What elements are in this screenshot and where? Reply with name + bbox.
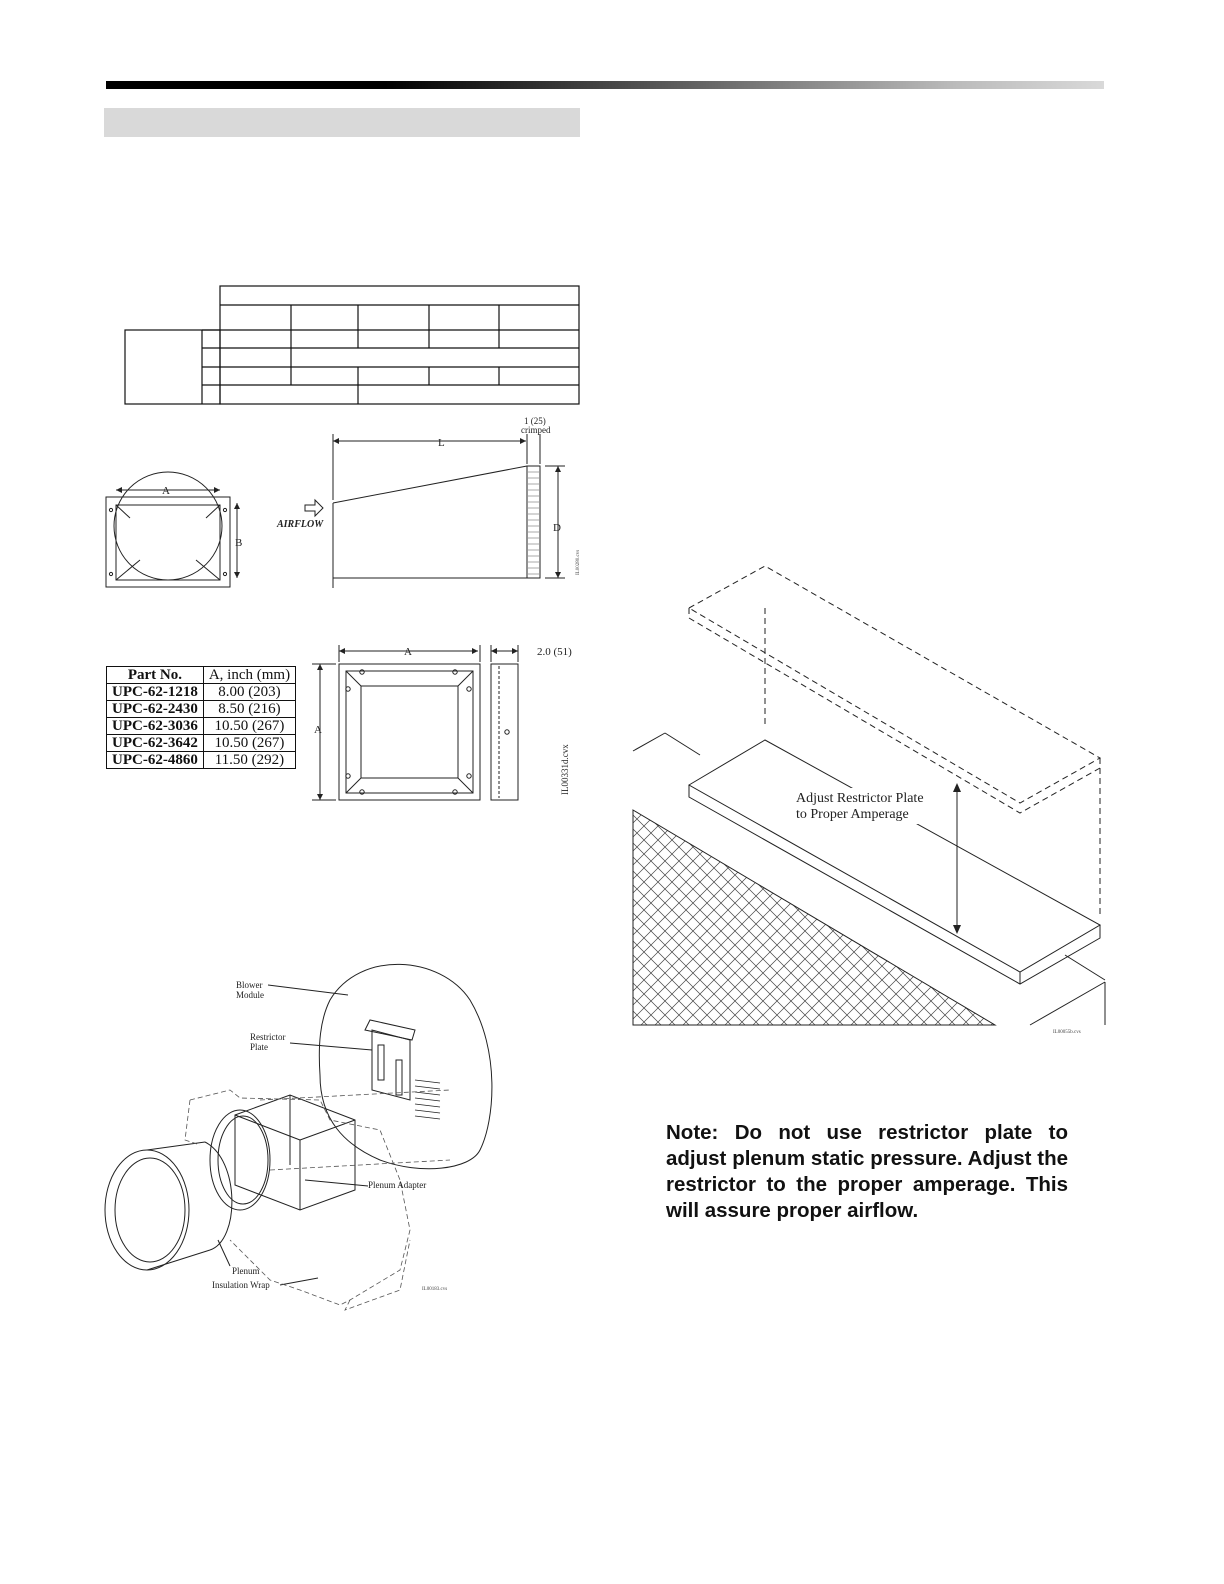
assembly-file-code: IL00183.cvs (422, 1287, 448, 1292)
blower-module-label-1: Blower (236, 980, 263, 990)
dimension-a-cell: 10.50 (267) (203, 735, 295, 752)
part-number-cell: UPC-62-3642 (107, 735, 204, 752)
dim-label-l: L (438, 437, 445, 449)
restrictor-plate-label-1: Restrictor (250, 1032, 286, 1042)
adapter-depth-dimension: 2.0 (51) (537, 646, 572, 658)
plenum-label: Plenum (232, 1266, 260, 1276)
part-number-cell: UPC-62-3036 (107, 718, 204, 735)
parts-table-header-a: A, inch (mm) (203, 667, 295, 684)
adapter-file-code: IL00331d.cvx (560, 744, 570, 795)
plenum-adapter-label: Plenum Adapter (368, 1180, 427, 1190)
restrictor-callout-line-2: to Proper Amperage (796, 807, 909, 822)
plenum-file-code: IL00280.cvs (576, 549, 581, 575)
blower-module-label-2: Module (236, 990, 264, 1000)
part-number-cell: UPC-62-2430 (107, 701, 204, 718)
restrictor-plate-label-2: Plate (250, 1042, 268, 1052)
dimension-a-cell: 8.00 (203) (203, 684, 295, 701)
part-number-cell: UPC-62-1218 (107, 684, 204, 701)
adapter-label-a-top: A (404, 646, 412, 658)
dim-label-b: B (235, 537, 243, 549)
part-number-cell: UPC-62-4860 (107, 752, 204, 769)
airflow-label: AIRFLOW (277, 519, 324, 530)
insulation-wrap-label: Insulation Wrap (212, 1280, 270, 1290)
crimped-label: crimped (521, 425, 551, 435)
airflow-note: Note: Do not use restrictor plate to adjust plenum static pressure. Adjust the restrictor to the proper amperage. This will assure proper airflow. (666, 1121, 1068, 1222)
restrictor-file-code: IL00055b.cvs (1053, 1030, 1081, 1035)
restrictor-callout-line-1: Adjust Restrictor Plate (796, 791, 924, 806)
adapter-label-a-side: A (314, 724, 322, 736)
dim-label-d: D (553, 522, 561, 534)
parts-table-header-part: Part No. (107, 667, 204, 684)
dimension-a-cell: 8.50 (216) (203, 701, 295, 718)
dim-label-a: A (162, 485, 170, 497)
crimped-dimension: 1 (25) (524, 416, 546, 426)
dimension-a-cell: 11.50 (292) (203, 752, 295, 769)
dimension-a-cell: 10.50 (267) (203, 718, 295, 735)
